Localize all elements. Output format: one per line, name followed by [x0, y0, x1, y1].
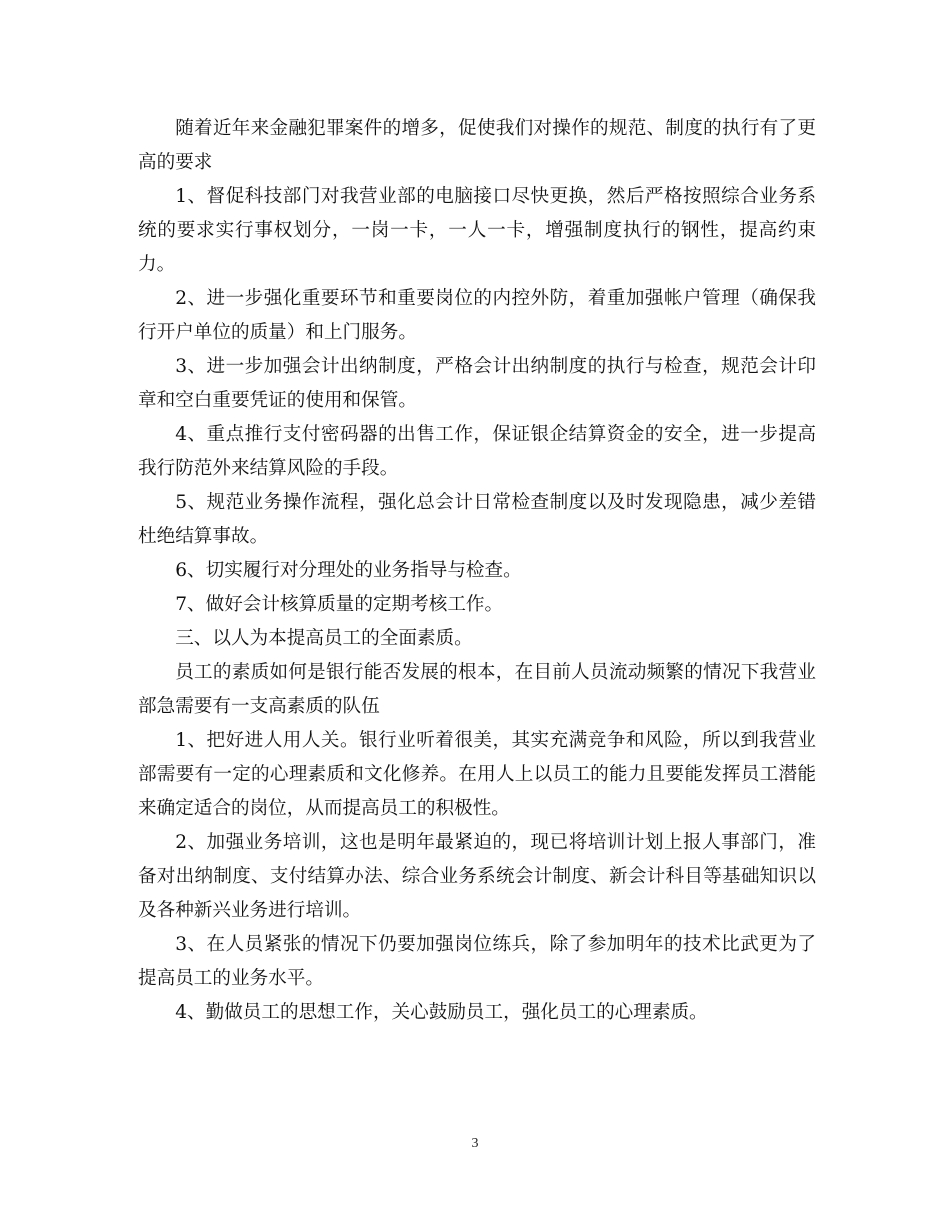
paragraph-item-6-branch-guidance: 6、切实履行对分理处的业务指导与检查。	[175, 560, 522, 581]
paragraph-intro-requirements: 随着近年来金融犯罪案件的增多，促使我们对操作的规范、制度的执行有了更高的要求	[138, 118, 816, 173]
paragraph-staff-item-2-training: 2、加强业务培训，这也是明年最紧迫的，现已将培训计划上报人事部门，准备对出纳制度、支付结算办法、综合业务系统会计制度、新会计科目等基础知识以及各种新兴业务进行培训。	[138, 832, 816, 921]
paragraph-item-5-operation-process: 5、规范业务操作流程，强化总会计日常检查制度以及时发现隐患，减少差错杜绝结算事故。	[138, 492, 816, 547]
paragraph-item-2-internal-control: 2、进一步强化重要环节和重要岗位的内控外防，着重加强帐户管理（确保我行开户单位的质量）和上门服务。	[138, 288, 816, 343]
paragraph-staff-intro: 员工的素质如何是银行能否发展的根本，在目前人员流动频繁的情况下我营业部急需要有一支高素质的队伍	[138, 662, 816, 717]
paragraph-staff-item-3-practice: 3、在人员紧张的情况下仍要加强岗位练兵，除了参加明年的技术比武更为了提高员工的业务水平。	[138, 934, 816, 989]
section-heading-staff-quality: 三、以人为本提高员工的全面素质。	[175, 628, 473, 649]
paragraph-item-3-cashier-system: 3、进一步加强会计出纳制度，严格会计出纳制度的执行与检查，规范会计印章和空白重要凭证的使用和保管。	[138, 356, 816, 411]
paragraph-item-4-payment-encryptor: 4、重点推行支付密码器的出售工作，保证银企结算资金的安全，进一步提高我行防范外来结算风险的手段。	[138, 424, 816, 479]
paragraph-item-1-tech-interface: 1、督促科技部门对我营业部的电脑接口尽快更换，然后严格按照综合业务系统的要求实行事权划分，一岗一卡，一人一卡，增强制度执行的钢性，提高约束力。	[138, 186, 816, 275]
paragraph-staff-item-1-hiring: 1、把好进人用人关。银行业听着很美，其实充满竞争和风险，所以到我营业部需要有一定的心理素质和文化修养。在用人上以员工的能力且要能发挥员工潜能来确定适合的岗位，从而提高员工的积极性。	[138, 730, 816, 819]
paragraph-staff-item-4-morale: 4、勤做员工的思想工作，关心鼓励员工，强化员工的心理素质。	[175, 1002, 708, 1023]
document-body	[138, 112, 816, 1030]
paragraph-item-7-quality-assessment: 7、做好会计核算质量的定期考核工作。	[175, 594, 504, 615]
page-number: 3	[471, 1136, 479, 1151]
